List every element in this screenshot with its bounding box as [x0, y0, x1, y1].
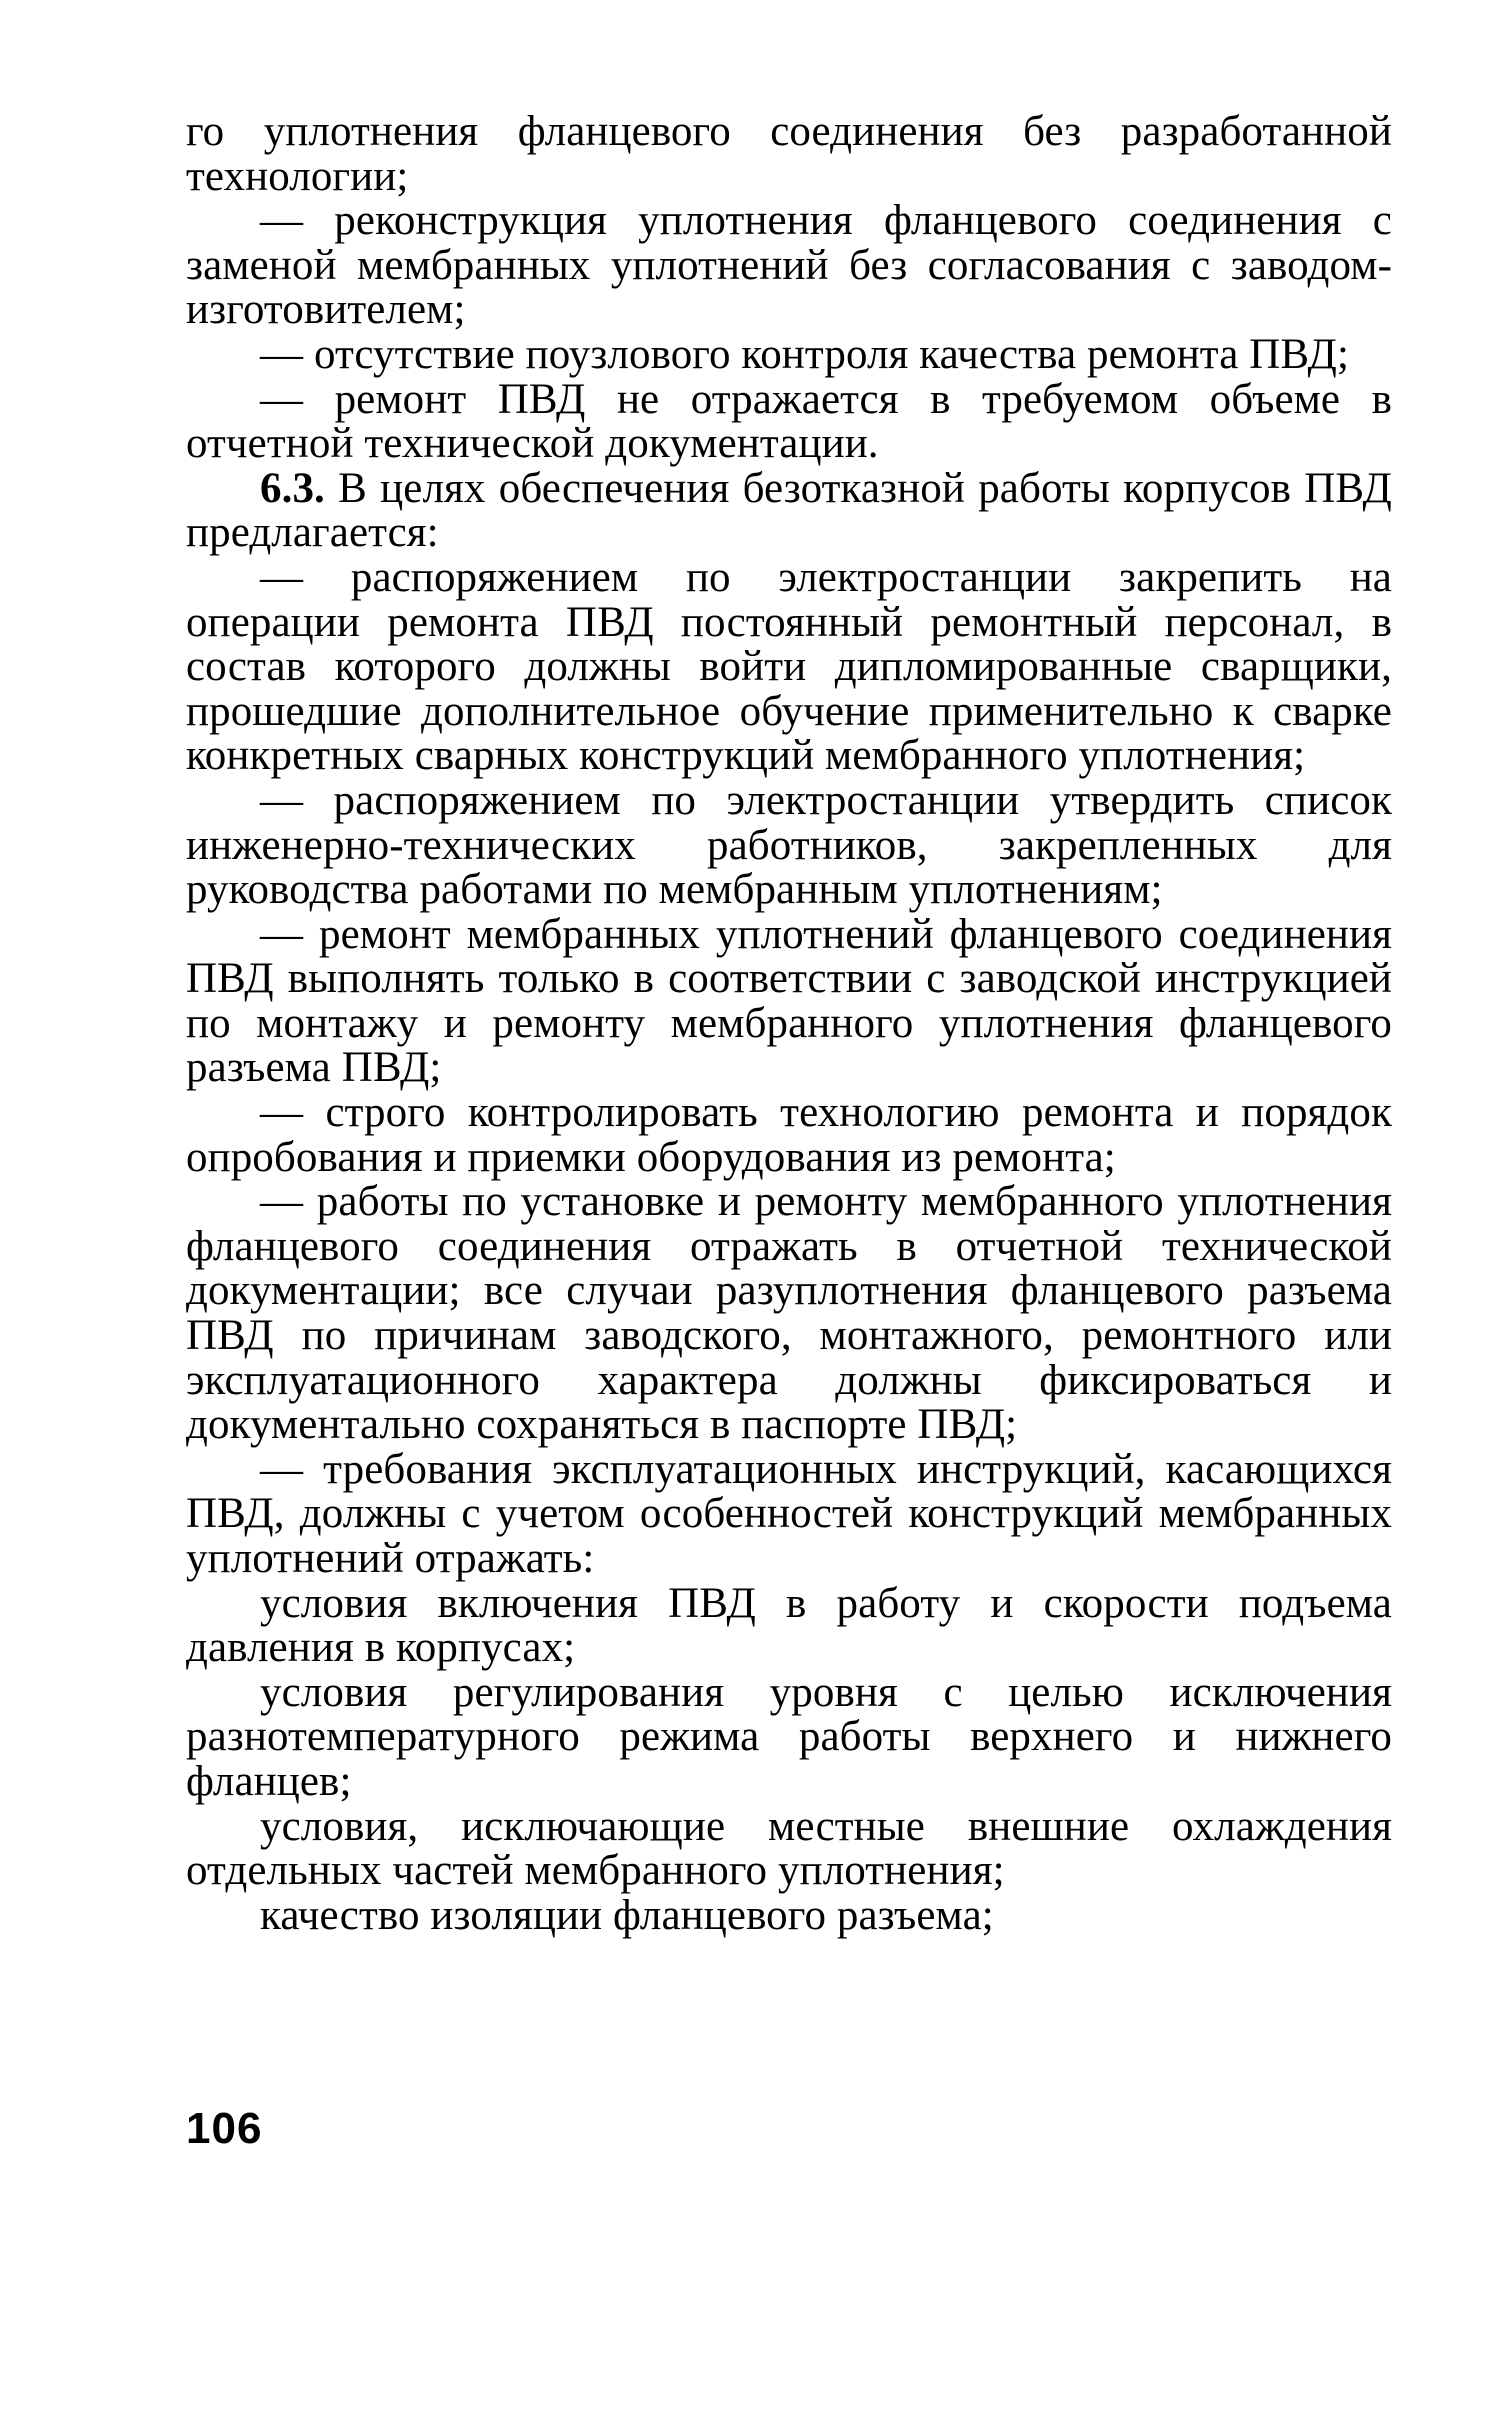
paragraph: — работы по установке и ремонту мембранного уплотнения фланцевого соединения отражать в отчетной технической документации; все случаи разуплотнения фланцевого разъема ПВД по причинам заводского, монтажного, ремонтного или эксплуатационного характера должны фиксироваться и документально сохраняться в паспорте ПВД; — [186, 1178, 1392, 1449]
page-body — [186, 110, 1392, 1938]
paragraph: — ремонт ПВД не отражается в требуемом объеме в отчетной технической документации. — [186, 375, 1392, 468]
paragraph: — распоряжением по электростанции утвердить список инженерно-технических работников, закрепленных для руководства работами по мембранным уплотнениям; — [186, 776, 1392, 914]
paragraph: условия, исключающие местные внешние охлаждения отдельных частей мембранного уплотнения; — [186, 1802, 1392, 1895]
section-paragraph — [186, 464, 1392, 557]
paragraph: — реконструкция уплотнения фланцевого соединения с заменой мембранных уплотнений без согласования с заводом-изготовителем; — [186, 197, 1392, 334]
section-number: 6.3. — [260, 464, 325, 512]
paragraph: — строго контролировать технологию ремонта и порядок опробования и приемки оборудования из ремонта; — [186, 1089, 1392, 1181]
paragraph: — отсутствие поузлового контроля качества ремонта ПВД; — [260, 330, 1350, 378]
paragraph: условия регулирования уровня с целью исключения разнотемпературного режима работы верхнего и нижнего фланцев; — [186, 1668, 1392, 1805]
paragraph: — требования эксплуатационных инструкций, касающихся ПВД, должны с учетом особенностей конструкций мембранных уплотнений отражать: — [186, 1445, 1392, 1582]
paragraph: качество изоляции фланцевого разъема; — [260, 1891, 994, 1939]
paragraph: — ремонт мембранных уплотнений фланцевого соединения ПВД выполнять только в соответствии с заводской инструкцией по монтажу и ремонту мембранного уплотнения фланцевого разъема ПВД; — [186, 910, 1392, 1092]
page-number: 106 — [186, 2104, 263, 2153]
paragraph: го уплотнения фланцевого соединения без разработанной технологии; — [186, 108, 1392, 200]
section-text: В целях обеспечения безотказной работы корпусов ПВД предлагается: — [186, 464, 1392, 557]
paragraph: — распоряжением по электростанции закрепить на операции ремонта ПВД постоянный ремонтный персонал, в состав которого должны войти дипломированные сварщики, прошедшие дополнительное обучение применительно к сварке конкретных сварных конструкций мембранного уплотнения; — [186, 553, 1392, 780]
paragraph: условия включения ПВД в работу и скорости подъема давления в корпусах; — [186, 1579, 1392, 1672]
